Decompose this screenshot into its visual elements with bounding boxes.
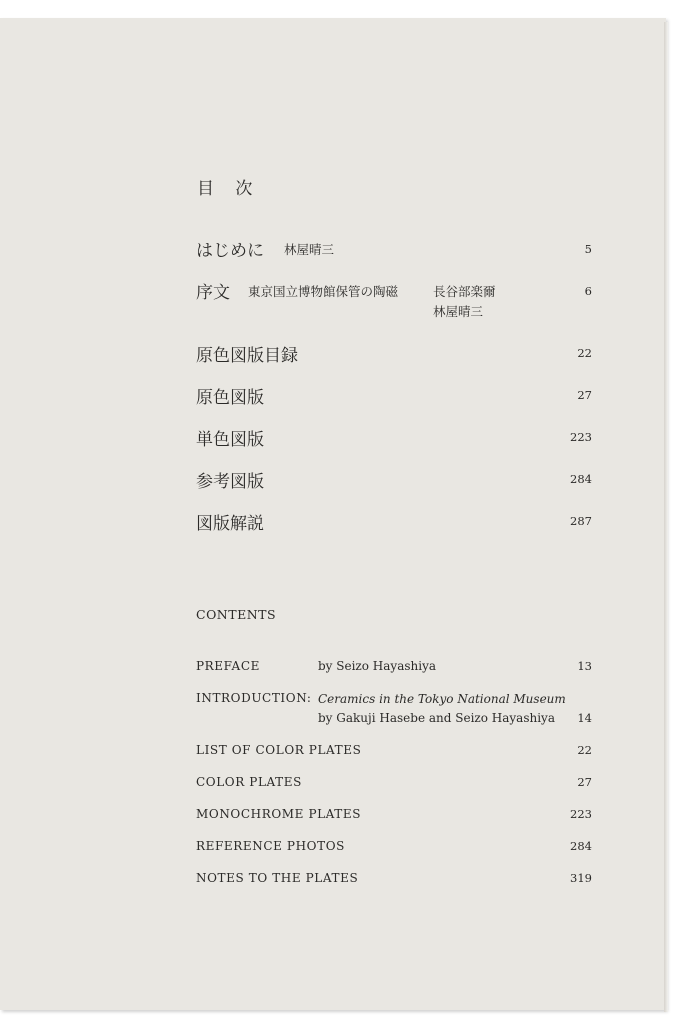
- toc-item-color-plates-page: 27: [577, 775, 592, 789]
- toc-item-jobun-author2: 林屋晴三: [433, 304, 484, 319]
- toc-item-genshoku-title: 原色図版: [196, 388, 264, 408]
- toc-item-monochrome-plates-title: MONOCHROME PLATES: [196, 807, 362, 821]
- toc-item-reference-photos-page: 284: [570, 839, 592, 853]
- toc-item-jobun-page: 6: [584, 284, 592, 298]
- toc-item-introduction-by: by Gakuji Hasebe and Seizo Hayashiya: [318, 711, 555, 725]
- toc-item-introduction-subtitle: Ceramics in the Tokyo National Museum: [318, 692, 566, 706]
- english-toc-heading: CONTENTS: [196, 607, 277, 622]
- toc-item-sanko-title: 参考図版: [196, 472, 264, 492]
- japanese-toc-heading: 目 次: [197, 179, 261, 199]
- toc-item-jobun-author1: 長谷部楽爾: [433, 284, 496, 299]
- toc-item-monochrome-plates-page: 223: [570, 807, 592, 821]
- toc-item-jobun-title: 序文: [196, 283, 230, 303]
- toc-item-sanko-page: 284: [570, 472, 592, 486]
- toc-item-hajimeni-page: 5: [584, 242, 592, 256]
- toc-item-kaisetsu-page: 287: [570, 514, 592, 528]
- toc-item-reference-photos-title: REFERENCE PHOTOS: [196, 839, 345, 853]
- toc-item-tanshoku-title: 単色図版: [196, 430, 264, 450]
- toc-item-notes-title: NOTES TO THE PLATES: [196, 871, 359, 885]
- toc-item-genshoku-mokuroku-title: 原色図版目録: [196, 346, 298, 366]
- toc-item-color-plates-title: COLOR PLATES: [196, 775, 302, 789]
- toc-item-preface-by: by Seizo Hayashiya: [318, 659, 437, 673]
- toc-item-jobun-subtitle: 東京国立博物館保管の陶磁: [248, 284, 399, 299]
- toc-item-preface-page: 13: [577, 659, 592, 673]
- toc-item-hajimeni-author: 林屋晴三: [284, 242, 335, 257]
- toc-item-list-color-plates-title: LIST OF COLOR PLATES: [196, 743, 362, 757]
- toc-item-genshoku-page: 27: [577, 388, 592, 402]
- toc-item-list-color-plates-page: 22: [577, 743, 592, 757]
- toc-item-introduction-page: 14: [577, 711, 592, 725]
- toc-item-notes-page: 319: [570, 871, 592, 885]
- toc-item-preface-title: PREFACE: [196, 659, 260, 673]
- toc-item-tanshoku-page: 223: [570, 430, 592, 444]
- toc-item-hajimeni-title: はじめに: [196, 241, 264, 261]
- toc-item-introduction-title: INTRODUCTION:: [196, 691, 312, 705]
- page-edge: [664, 22, 668, 1012]
- toc-item-genshoku-mokuroku-page: 22: [577, 346, 592, 360]
- toc-item-kaisetsu-title: 図版解説: [196, 514, 264, 534]
